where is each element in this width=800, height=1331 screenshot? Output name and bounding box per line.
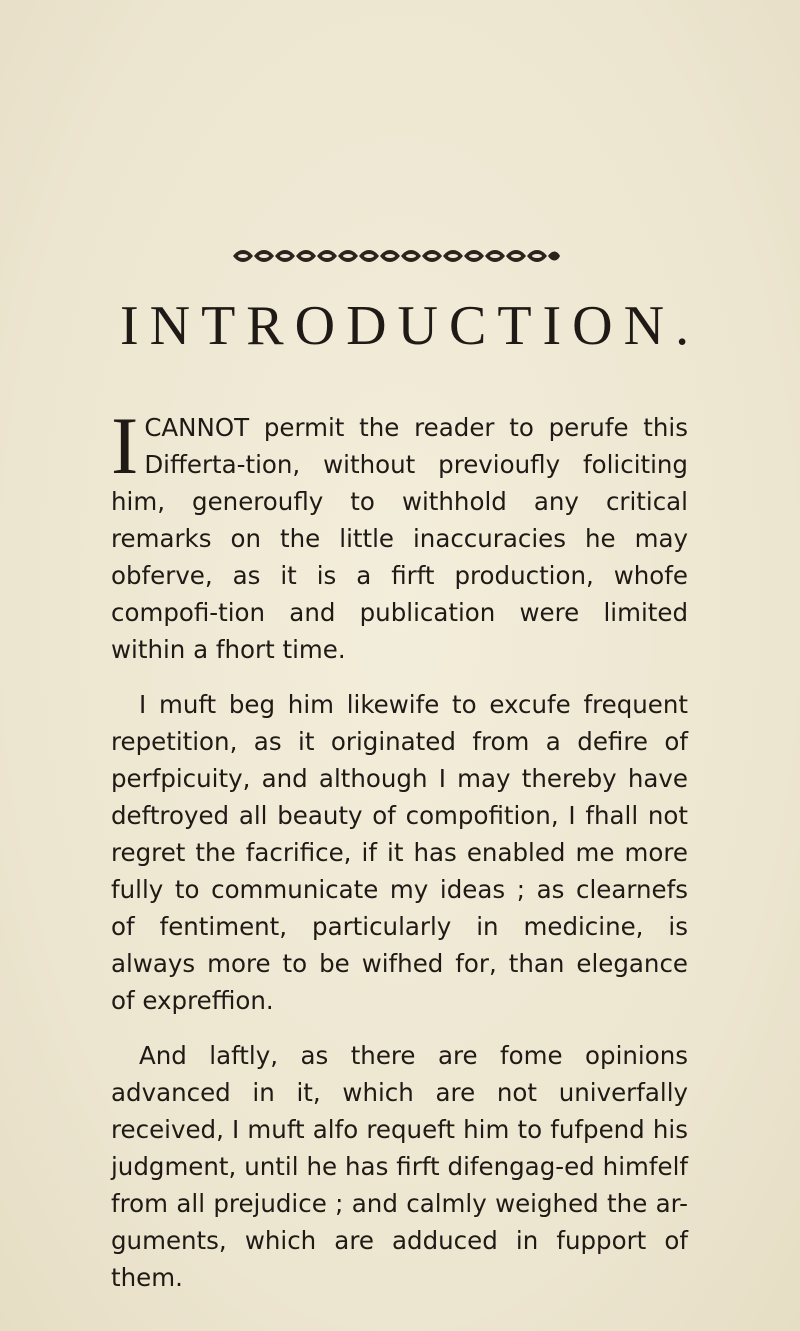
paragraph-2: I muft beg him likewife to excufe frequent repetition, as it originated from a defire of perfpicuity, and although I may thereby have deftroyed all beauty of compofition, I fhall not regret the facrifice, if it has enabled me more fully to communicate my ideas ; as clearnefs of fentiment, particularly in medicine, is always more to be wifhed for, than elegance of expreffion. <box>111 690 688 1015</box>
paragraph-3: And laftly, as there are fome opinions advanced in it, which are not univerfally received, I muft alfo requeft him to fufpend his judgment, until he has firft difengag-ed himfelf from all prejudice ; and calmly weighed the ar-guments, which are adduced in fupport of them. <box>111 1041 688 1292</box>
decorative-border-ornament <box>229 246 562 266</box>
drop-cap: I <box>111 400 139 491</box>
paragraph-1 <box>111 400 688 668</box>
paragraph-1-text: CANNOT permit the reader to perufe this Differta-tion, without previoufly foliciting him, generoufly to withhold any critical remarks on the little inaccuracies he may obferve, as it is a firft production, whofe compofi-tion and publication were limited within a fhort time. <box>111 413 688 664</box>
introduction-text <box>111 400 688 1296</box>
page-title: INTRODUCTION. <box>120 295 701 357</box>
